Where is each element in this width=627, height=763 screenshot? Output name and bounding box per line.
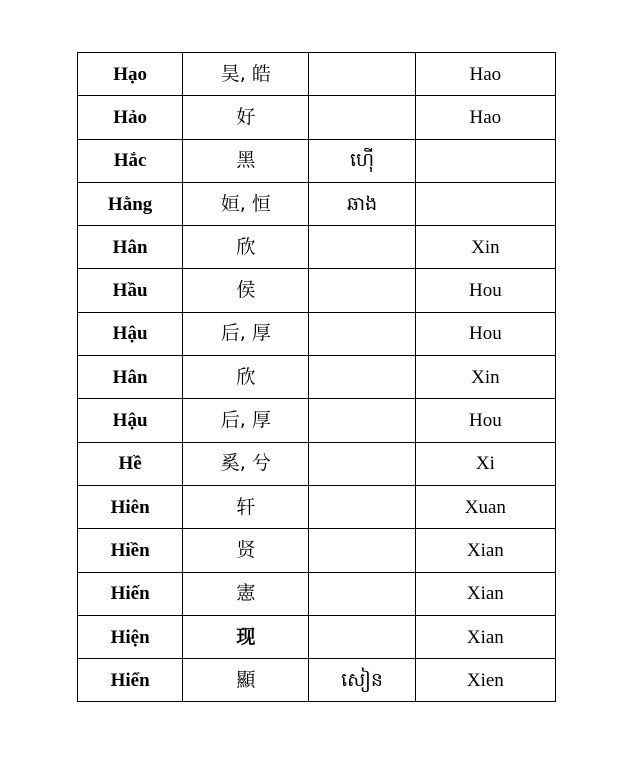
pinyin-cell: Hou xyxy=(415,269,555,312)
table-row xyxy=(78,485,556,528)
table-row xyxy=(78,659,556,702)
han-character-cell: 现 xyxy=(183,615,309,658)
vietnamese-name-cell: Hân xyxy=(78,226,183,269)
khmer-script-cell xyxy=(309,312,415,355)
khmer-script-cell xyxy=(309,529,415,572)
khmer-script-cell xyxy=(309,615,415,658)
han-character-cell: 奚, 兮 xyxy=(183,442,309,485)
vietnamese-name-cell: Hiện xyxy=(78,615,183,658)
pinyin-cell: Hao xyxy=(415,96,555,139)
pinyin-cell: Hou xyxy=(415,399,555,442)
han-character-cell: 贤 xyxy=(183,529,309,572)
han-character-cell: 顯 xyxy=(183,659,309,702)
khmer-script-cell xyxy=(309,96,415,139)
pinyin-cell xyxy=(415,182,555,225)
pinyin-cell: Xian xyxy=(415,529,555,572)
table-row xyxy=(78,572,556,615)
table-row xyxy=(78,182,556,225)
table-row xyxy=(78,442,556,485)
khmer-script-cell xyxy=(309,226,415,269)
vietnamese-name-cell: Hậu xyxy=(78,312,183,355)
han-character-cell: 后, 厚 xyxy=(183,399,309,442)
pinyin-cell: Hou xyxy=(415,312,555,355)
han-character-cell: 欣 xyxy=(183,356,309,399)
han-character-cell: 轩 xyxy=(183,485,309,528)
pinyin-cell: Xian xyxy=(415,615,555,658)
table-row xyxy=(78,529,556,572)
khmer-script-cell: ឆាង xyxy=(309,182,415,225)
khmer-script-cell xyxy=(309,442,415,485)
pinyin-cell: Hao xyxy=(415,53,555,96)
pinyin-cell: Xin xyxy=(415,356,555,399)
vietnamese-name-cell: Hiến xyxy=(78,572,183,615)
pinyin-cell: Xian xyxy=(415,572,555,615)
surname-table-body xyxy=(78,53,556,702)
vietnamese-name-cell: Hắc xyxy=(78,139,183,182)
han-character-cell: 欣 xyxy=(183,226,309,269)
pinyin-cell: Xien xyxy=(415,659,555,702)
table-row xyxy=(78,356,556,399)
table-row xyxy=(78,53,556,96)
pinyin-cell: Xin xyxy=(415,226,555,269)
khmer-script-cell xyxy=(309,53,415,96)
khmer-script-cell xyxy=(309,572,415,615)
vietnamese-name-cell: Hằng xyxy=(78,182,183,225)
han-character-cell: 憲 xyxy=(183,572,309,615)
vietnamese-name-cell: Hiên xyxy=(78,485,183,528)
han-character-cell: 昊, 皓 xyxy=(183,53,309,96)
han-character-cell: 姮, 恒 xyxy=(183,182,309,225)
vietnamese-name-cell: Hạo xyxy=(78,53,183,96)
vietnamese-name-cell: Hảo xyxy=(78,96,183,139)
han-character-cell: 后, 厚 xyxy=(183,312,309,355)
vietnamese-name-cell: Hiền xyxy=(78,529,183,572)
surname-table xyxy=(77,52,556,702)
khmer-script-cell xyxy=(309,399,415,442)
vietnamese-name-cell: Hề xyxy=(78,442,183,485)
han-character-cell: 好 xyxy=(183,96,309,139)
vietnamese-name-cell: Hầu xyxy=(78,269,183,312)
table-row xyxy=(78,399,556,442)
vietnamese-name-cell: Hậu xyxy=(78,399,183,442)
khmer-script-cell xyxy=(309,269,415,312)
pinyin-cell: Xuan xyxy=(415,485,555,528)
table-row xyxy=(78,226,556,269)
vietnamese-name-cell: Hiển xyxy=(78,659,183,702)
table-row xyxy=(78,139,556,182)
table-row xyxy=(78,312,556,355)
pinyin-cell: Xi xyxy=(415,442,555,485)
table-row xyxy=(78,269,556,312)
table-row xyxy=(78,615,556,658)
khmer-script-cell: សៀន xyxy=(309,659,415,702)
vietnamese-name-cell: Hân xyxy=(78,356,183,399)
han-character-cell: 侯 xyxy=(183,269,309,312)
table-row xyxy=(78,96,556,139)
pinyin-cell xyxy=(415,139,555,182)
khmer-script-cell xyxy=(309,485,415,528)
khmer-script-cell xyxy=(309,356,415,399)
han-character-cell: 黑 xyxy=(183,139,309,182)
khmer-script-cell: ហ៊ើ xyxy=(309,139,415,182)
